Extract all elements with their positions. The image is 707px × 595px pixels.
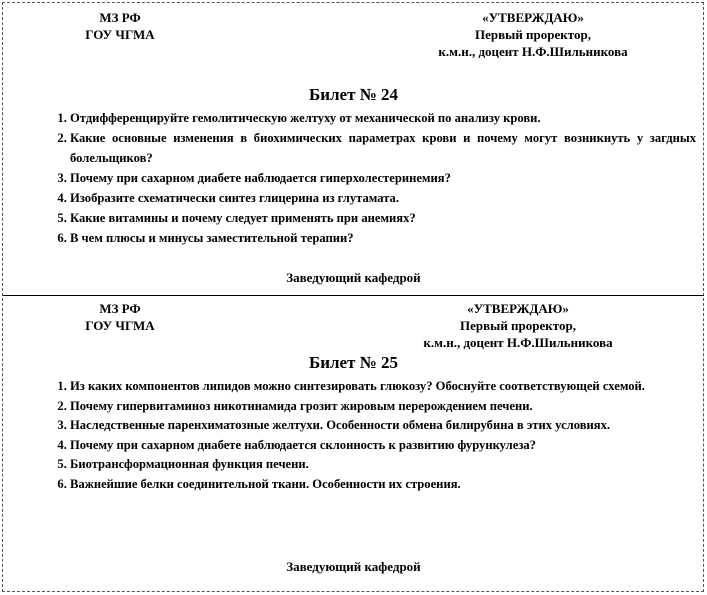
question-item: 5. Биотрансформационная функция печени.: [70, 455, 696, 475]
ticket-title: Билет № 24: [308, 85, 399, 104]
question-list: [43, 377, 696, 494]
question-item: 4. Почему при сахарном диабете наблюдается склонность к развитию фурункулеза?: [70, 436, 696, 456]
question-item: 2. Почему гипервитаминоз никотинамида грозит жировым перерождением печени.: [70, 397, 696, 417]
question-item: 6. В чем плюсы и минусы заместительной терапии?: [70, 228, 696, 248]
issuer-block: [55, 300, 185, 334]
question-item: 2. Какие основные изменения в биохимических параметрах крови и почему могут возникнуть у загдных болельщиков?: [70, 128, 696, 168]
question-list: [43, 108, 696, 248]
question-item: 3. Наследственные паренхиматозные желтухи. Особенности обмена билирубина в этих условиях.: [70, 416, 696, 436]
ticket-25: [3, 295, 704, 591]
head-of-department-label: Заведующий кафедрой: [286, 270, 421, 285]
question-item: 3. Почему при сахарном диабете наблюдается гиперхолестеринемия?: [70, 168, 696, 188]
institution-label: ГОУ ЧГМА: [85, 318, 155, 333]
question-item: 1. Отдифференцируйте гемолитическую желтуху от механической по анализу крови.: [70, 108, 696, 128]
approve-label: «УТВЕРЖДАЮ»: [467, 301, 569, 316]
approval-block: [368, 300, 668, 351]
question-item: 5. Какие витамины и почему следует применять при анемиях?: [70, 208, 696, 228]
issuer-block: [55, 9, 185, 43]
approver-position: Первый проректор,: [460, 318, 576, 333]
approver-name: к.м.н., доцент Н.Ф.Шильникова: [423, 335, 613, 350]
question-item: 1. Из каких компонентов липидов можно синтезировать глюкозу? Обоснуйте соответствующей схемой.: [70, 377, 696, 397]
ticket-title: Билет № 25: [308, 353, 399, 372]
ministry-label: МЗ РФ: [99, 301, 141, 316]
question-item: 4. Изобразите схематически синтез глицерина из глутамата.: [70, 188, 696, 208]
approval-block: [383, 9, 683, 60]
approve-label: «УТВЕРЖДАЮ»: [482, 10, 584, 25]
approver-name: к.м.н., доцент Н.Ф.Шильникова: [438, 44, 628, 59]
head-of-department-label: Заведующий кафедрой: [286, 559, 421, 574]
question-item: 6. Важнейшие белки соединительной ткани. Особенности их строения.: [70, 475, 696, 495]
approver-position: Первый проректор,: [475, 27, 591, 42]
ticket-24: [3, 3, 704, 295]
institution-label: ГОУ ЧГМА: [85, 27, 155, 42]
ministry-label: МЗ РФ: [99, 10, 141, 25]
